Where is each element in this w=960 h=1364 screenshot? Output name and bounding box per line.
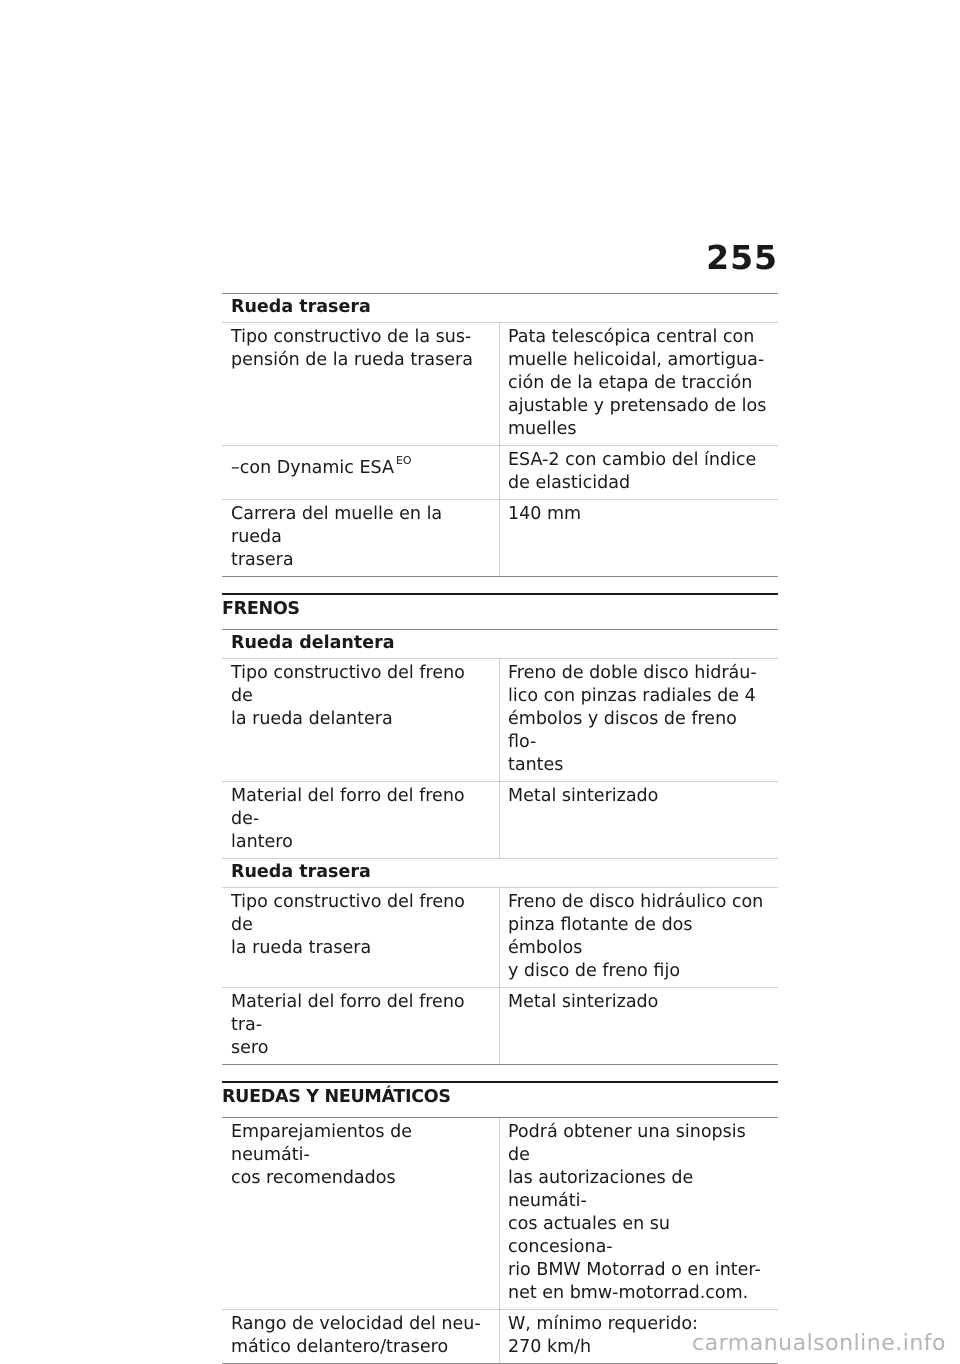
wheels-table bbox=[222, 1117, 778, 1364]
spec-value: Freno de doble disco hidráu- lico con pinzas radiales de 4 émbolos y discos de freno flo- tantes bbox=[508, 663, 757, 775]
rear-suspension-table bbox=[222, 293, 778, 577]
spec-label-text: –con Dynamic ESA bbox=[231, 458, 394, 478]
spec-value: Metal sinterizado bbox=[508, 786, 659, 806]
spec-label: Tipo constructivo de la sus- pensión de la rueda trasera bbox=[222, 323, 500, 445]
table-row bbox=[222, 782, 778, 859]
spec-value: ESA-2 con cambio del índice de elasticidad bbox=[508, 450, 757, 493]
table-row bbox=[222, 1118, 778, 1310]
spec-value: Pata telescópica central con muelle helicoidal, amortigua- ción de la etapa de tracción ajustable y pretensado de los muelles bbox=[508, 327, 767, 439]
spec-label: Tipo constructivo del freno de la rueda trasera bbox=[222, 888, 500, 987]
spec-value: Podrá obtener una sinopsis de las autorizaciones de neumáti- cos actuales en su concesiona- rio BMW Motorrad o en inter- net en bmw-motorrad.com. bbox=[508, 1122, 761, 1303]
spec-content bbox=[222, 293, 778, 1364]
table-row bbox=[222, 988, 778, 1065]
section-brakes bbox=[222, 593, 778, 1065]
section-title: RUEDAS Y NEUMÁTICOS bbox=[222, 1087, 451, 1107]
table-row bbox=[222, 500, 778, 577]
watermark: carmanualsonline.info bbox=[692, 1331, 946, 1356]
spec-label: Tipo constructivo del freno de la rueda delantera bbox=[222, 659, 500, 781]
group-title-rear-wheel: Rueda trasera bbox=[222, 294, 778, 323]
section-wheels-tyres bbox=[222, 1081, 778, 1364]
spec-label bbox=[222, 446, 500, 499]
table-row bbox=[222, 888, 778, 988]
section-title: FRENOS bbox=[222, 599, 300, 619]
spec-label: Emparejamientos de neumáti- cos recomendados bbox=[222, 1118, 500, 1309]
page-number: 255 bbox=[706, 238, 778, 277]
table-row bbox=[222, 323, 778, 446]
group-title-front-wheel: Rueda delantera bbox=[222, 630, 778, 659]
group-title-rear-wheel: Rueda trasera bbox=[222, 859, 778, 888]
spec-label: Material del forro del freno de- lantero bbox=[222, 782, 500, 858]
spec-value: 140 mm bbox=[508, 504, 582, 524]
spec-value: Metal sinterizado bbox=[508, 992, 659, 1012]
spec-value: Freno de disco hidráulico con pinza flotante de dos émbolos y disco de freno fijo bbox=[508, 892, 764, 981]
optional-equipment-mark: EO bbox=[395, 454, 412, 467]
table-row bbox=[222, 659, 778, 782]
spec-label: Carrera del muelle en la rueda trasera bbox=[222, 500, 500, 576]
spec-value: W, mínimo requerido: 270 km/h bbox=[508, 1314, 698, 1357]
spec-label: Material del forro del freno tra- sero bbox=[222, 988, 500, 1064]
spec-label: Rango de velocidad del neu- mático delantero/trasero bbox=[222, 1310, 500, 1363]
table-row bbox=[222, 446, 778, 500]
brakes-table bbox=[222, 629, 778, 1065]
